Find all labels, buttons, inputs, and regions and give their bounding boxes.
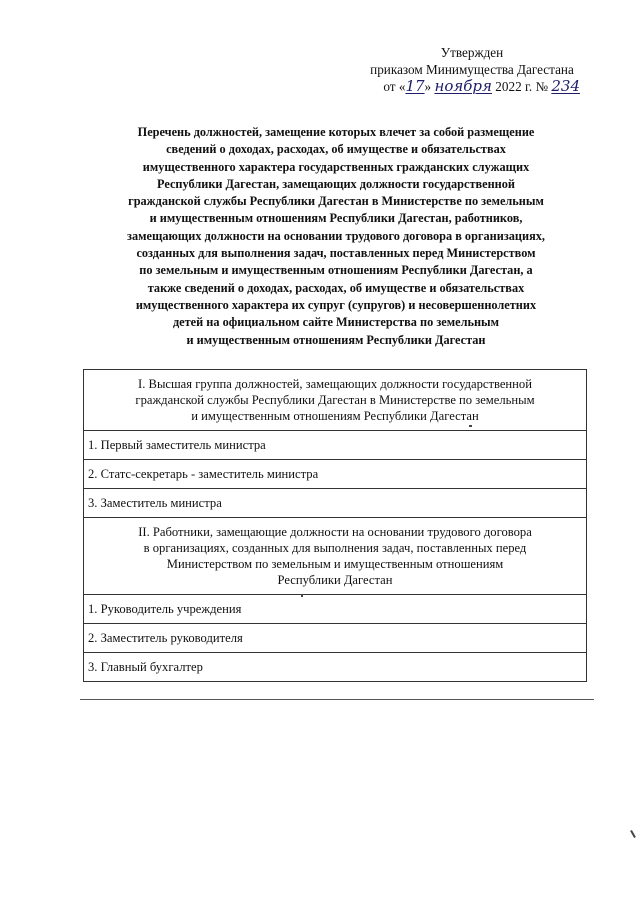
position-item: 3. Заместитель министра — [84, 489, 587, 518]
heading-line: Республики Дагестан — [277, 573, 393, 587]
approval-stamp — [350, 44, 594, 95]
title-line: замещающих должности на основании трудового договора в организациях, — [127, 228, 545, 243]
heading-line: Министерством по земельным и имущественным отношениям — [166, 557, 504, 571]
scan-speck — [301, 594, 303, 597]
approval-order: приказом Минимущества Дагестана — [370, 62, 574, 77]
position-item: 1. Первый заместитель министра — [84, 431, 587, 460]
handwritten-number: 234 — [551, 77, 580, 95]
title-line: гражданской службы Республики Дагестан в Министерстве по земельным — [128, 194, 544, 209]
document-title — [80, 124, 592, 349]
table-row — [84, 653, 587, 682]
scan-speck — [630, 830, 636, 838]
position-item: 2. Статс-секретарь - заместитель министра — [84, 460, 587, 489]
table-row — [84, 370, 587, 431]
heading-line: гражданской службы Республики Дагестан в Министерстве по земельным — [135, 393, 535, 407]
title-line: Республики Дагестан, замещающих должности государственной — [157, 176, 515, 191]
date-middle: » — [424, 79, 432, 94]
table-row — [84, 624, 587, 653]
heading-line: в организациях, созданных для выполнения задач, поставленных перед — [143, 541, 527, 555]
handwritten-month: ноября — [434, 77, 492, 95]
title-line: созданных для выполнения задач, поставленных перед Министерством — [136, 246, 536, 261]
heading-line: и имущественным отношениям Республики Дагестан — [191, 409, 479, 423]
title-line: также сведений о доходах, расходах, об имуществе и обязательствах — [147, 280, 525, 295]
heading-line: I. Высшая группа должностей, замещающих должности государственной — [138, 377, 532, 391]
position-item: 3. Главный бухгалтер — [84, 653, 587, 682]
title-line: сведений о доходах, расходах, об имуществе и обязательствах — [166, 142, 506, 157]
title-line: имущественного характера государственных гражданских служащих — [142, 159, 530, 174]
approval-date-line — [350, 78, 594, 95]
position-item: 1. Руководитель учреждения — [84, 595, 587, 624]
positions-table — [83, 369, 587, 682]
date-prefix: от « — [383, 79, 406, 94]
section-2-heading — [84, 518, 587, 595]
title-line: и имущественным отношениям Республики Дагестан — [186, 332, 486, 347]
table-row — [84, 518, 587, 595]
approval-label: Утвержден — [440, 45, 504, 60]
date-year: 2022 г. № — [495, 79, 549, 94]
bottom-divider — [80, 699, 594, 700]
section-1-heading — [84, 370, 587, 431]
title-line: детей на официальном сайте Министерства по земельным — [172, 315, 500, 330]
heading-line: II. Работники, замещающие должности на основании трудового договора — [138, 525, 532, 539]
table-row — [84, 489, 587, 518]
title-line: и имущественным отношениям Республики Дагестан, работников, — [149, 211, 523, 226]
table-row — [84, 431, 587, 460]
scan-speck — [469, 425, 472, 427]
position-item: 2. Заместитель руководителя — [84, 624, 587, 653]
title-line: Перечень должностей, замещение которых влечет за собой размещение — [137, 125, 535, 139]
handwritten-day: 17 — [405, 77, 425, 95]
title-line: имущественного характера их супруг (супругов) и несовершеннолетних — [135, 297, 537, 312]
table-row — [84, 595, 587, 624]
title-line: по земельным и имущественным отношениям Республики Дагестан, а — [139, 263, 533, 278]
table-row — [84, 460, 587, 489]
